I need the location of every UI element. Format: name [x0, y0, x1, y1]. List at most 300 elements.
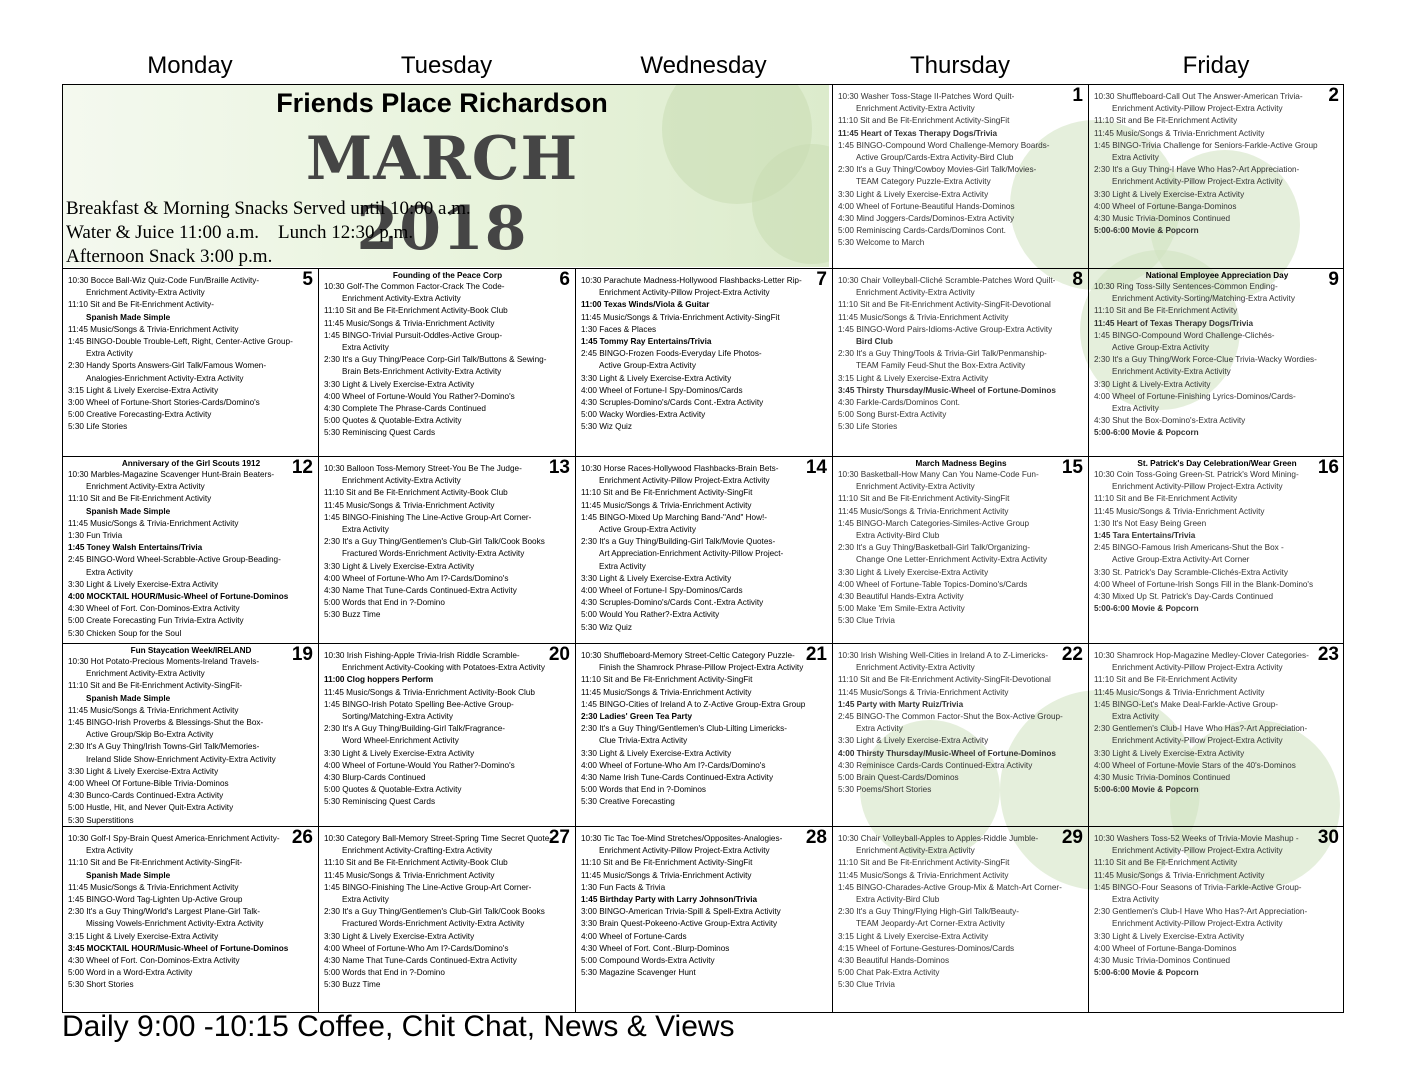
activity-line: 1:45 Tommy Ray Entertains/Trivia: [581, 337, 712, 347]
activity-line: 10:30 Ring Toss-Silly Sentences-Common Ending-: [1094, 282, 1278, 291]
activity-line: 4:00 Wheel of Fortune-Would You Rather?-Domino's: [324, 760, 515, 770]
activity-line: 5:30 Creative Forecasting: [581, 797, 675, 807]
activity-line: 5:00 Reminiscing Cards-Cards/Dominos Cont.: [838, 226, 1006, 236]
activity-line: 1:45 Birthday Party with Larry Johnson/Trivia: [581, 895, 758, 905]
activity-line: 3:15 Light & Lively Exercise-Extra Activity: [68, 931, 219, 941]
activity-line: 11:45 Music/Songs & Trivia-Enrichment Activity: [1094, 506, 1265, 516]
activity-line: 2:30 It's A Guy Thing/Irish Towns-Girl Talk/Memories-: [68, 742, 260, 752]
activity-line: 4:00 Wheel of Fortune-Movie Stars of the 40's-Dominos: [1094, 760, 1296, 770]
activity-line: 1:45 BINGO-Let's Make Deal-Farkle-Active Group-: [1094, 699, 1279, 709]
day-number: 8: [1072, 269, 1083, 290]
activity-line: Ireland Slide Show-Enrichment Activity-Extra Activity: [86, 754, 276, 764]
meal-schedule-breakfast: Breakfast & Morning Snacks Served until 10:00 a.m.: [66, 198, 471, 219]
day-number: 21: [805, 644, 827, 665]
activity-line: 3:30 Light & Lively Exercise-Extra Activity: [838, 189, 989, 199]
activity-line: 11:10 Sit and Be Fit-Enrichment Activity-Book Club: [324, 858, 508, 868]
activity-line: Spanish Made Simple: [86, 870, 171, 880]
activity-line: Enrichment Activity-Pillow Project-Extra Activity: [1112, 482, 1283, 492]
activity-line: 4:00 Wheel of Fortune-Finishing Lyrics-Dominos/Cards-: [1094, 391, 1296, 401]
activity-line: 11:45 Heart of Texas Therapy Dogs/Trivia: [838, 128, 998, 138]
activity-line: Enrichment Activity-Extra Activity: [856, 663, 975, 673]
activity-line: 4:30 Music Trivia-Dominos Continued: [1094, 773, 1231, 783]
activity-line: 10:30 Chair Volleyball-Cliché Scramble-Patches Word Quilt-: [838, 276, 1056, 285]
activity-line: 4:30 Music Trivia-Dominos Continued: [1094, 956, 1231, 966]
day-event-title: National Employee Appreciation Day: [1145, 271, 1289, 280]
activity-line: 11:10 Sit and Be Fit-Enrichment Activity-SingFit-Devotional: [838, 300, 1051, 310]
activity-line: 10:30 Irish Wishing Well-Cities in Ireland A to Z-Limericks-: [838, 651, 1049, 660]
activity-line: 10:30 Bocce Ball-Wiz Quiz-Code Fun/Braille Activity-: [68, 276, 260, 285]
activity-line: Enrichment Activity-Extra Activity: [342, 476, 461, 486]
activity-line: 5:30 Wiz Quiz: [581, 422, 632, 432]
activity-line: 11:10 Sit and Be Fit-Enrichment Activity-SingFit: [838, 116, 1010, 126]
activity-line: 11:10 Sit and Be Fit-Enrichment Activity-SingFit: [581, 488, 753, 498]
activity-line: 11:45 Music/Songs & Trivia-Enrichment Activity: [324, 500, 495, 510]
activity-line: 5:00 Brain Quest-Cards/Dominos: [838, 773, 959, 783]
day-cell-2: [1088, 84, 1344, 268]
activity-line: 2:30 It's a Guy Thing/Gentlemen's Club-Girl Talk/Cook Books: [324, 907, 545, 917]
activity-line: 2:30 It's A Guy Thing/Building-Girl Talk/Fragrance-: [324, 724, 506, 734]
activity-line: 5:30 Superstitions: [68, 815, 134, 825]
activity-line: Clue Trivia-Extra Activity: [599, 736, 688, 746]
activity-line: 11:10 Sit and Be Fit-Enrichment Activity-SingFit: [838, 858, 1010, 868]
activity-line: 10:30 Shuffleboard-Call Out The Answer-American Trivia-: [1094, 92, 1303, 101]
activity-line: 11:45 Music/Songs & Trivia-Enrichment Activity: [324, 870, 495, 880]
activity-line: 1:45 Toney Walsh Entertains/Trivia: [68, 543, 203, 553]
activity-line: Spanish Made Simple: [86, 506, 171, 516]
activity-line: 3:30 Light & Lively-Extra Activity: [1094, 379, 1211, 389]
activity-line: 4:30 Name That Tune-Cards Continued-Extra Activity: [324, 586, 517, 596]
activity-line: 11:10 Sit and Be Fit-Enrichment Activity-: [68, 300, 214, 310]
activity-line: 5:00 Wacky Wordies-Extra Activity: [581, 410, 706, 420]
activity-line: 11:10 Sit and Be Fit-Enrichment Activity-SingFit-: [68, 858, 243, 868]
activity-line: 1:45 BINGO-Word Pairs-Idioms-Active Group-Extra Activity: [838, 324, 1053, 334]
activity-line: 4:30 Beautiful Hands-Extra Activity: [838, 592, 964, 602]
activity-line: 11:45 Music/Songs & Trivia-Enrichment Activity: [838, 870, 1009, 880]
day-number: 14: [805, 457, 827, 478]
activity-line: 1:45 BINGO-March Categories-Similes-Active Group: [838, 518, 1030, 528]
activity-line: Enrichment Activity-Extra Activity: [86, 482, 205, 492]
day-cell-13: [318, 456, 575, 643]
activity-line: Active Group-Extra Activity: [599, 361, 696, 371]
activity-line: 1:30 It's Not Easy Being Green: [1094, 518, 1207, 528]
activity-line: Enrichment Activity-Pillow Project-Extra Activity: [599, 288, 770, 298]
activity-line: TEAM Family Feud-Shut the Box-Extra Activity: [856, 361, 1026, 371]
activity-line: 5:00-6:00 Movie & Popcorn: [1094, 428, 1199, 438]
activity-line: 5:00 Song Burst-Extra Activity: [838, 410, 947, 420]
activity-line: 1:45 BINGO-Four Seasons of Trivia-Farkle-Active Group-: [1094, 882, 1302, 892]
activity-line: 4:00 Wheel of Fortune-Banga-Dominos: [1094, 943, 1237, 953]
activity-line: 2:30 Ladies' Green Tea Party: [581, 712, 693, 722]
activity-line: 4:00 Wheel of Fortune-Banga-Dominos: [1094, 201, 1237, 211]
activity-line: 4:30 Name That Tune-Cards Continued-Extra Activity: [324, 956, 517, 966]
day-cell-20: [318, 643, 575, 826]
activity-line: Enrichment Activity-Pillow Project-Extra Activity: [599, 846, 770, 856]
activity-line: 11:10 Sit and Be Fit-Enrichment Activity-SingFit-: [68, 681, 243, 691]
day-cell-19: [62, 643, 318, 826]
activity-line: 11:45 Music/Songs & Trivia-Enrichment Activity: [838, 506, 1009, 516]
meal-schedule-lunch: Water & Juice 11:00 a.m. Lunch 12:30 p.m.: [66, 222, 414, 243]
activity-line: 4:30 Mind Joggers-Cards/Dominos-Extra Activity: [838, 214, 1015, 224]
activity-line: Sorting/Matching-Extra Activity: [342, 712, 454, 722]
activity-line: 4:30 Farkle-Cards/Dominos Cont.: [838, 398, 960, 408]
activity-line: 1:30 Fun Facts & Trivia: [581, 882, 666, 892]
activity-line: Extra Activity: [1112, 712, 1159, 722]
activity-line: 5:30 Short Stories: [68, 980, 134, 990]
activity-line: 10:30 Golf-The Common Factor-Crack The Code-: [324, 282, 505, 291]
activity-line: 11:45 Music/Songs & Trivia-Enrichment Activity: [68, 882, 239, 892]
activity-line: 4:30 Scruples-Domino's/Cards Cont.-Extra Activity: [581, 398, 764, 408]
activity-line: 11:10 Sit and Be Fit-Enrichment Activity: [1094, 116, 1238, 126]
activity-line: 11:45 Music/Songs & Trivia-Enrichment Activity: [68, 324, 239, 334]
activity-line: 11:10 Sit and Be Fit-Enrichment Activity-SingFit: [581, 675, 753, 685]
activity-line: 1:45 BINGO-Word Tag-Lighten Up-Active Group: [68, 895, 243, 905]
activity-line: 3:15 Light & Lively Exercise-Extra Activity: [838, 373, 989, 383]
activity-line: 4:30 Blurp-Cards Continued: [324, 773, 426, 783]
activity-line: 10:30 Washer Toss-Stage II-Patches Word Quilt-: [838, 92, 1015, 101]
day-header-thursday: Thursday: [909, 52, 1011, 79]
activity-line: Enrichment Activity-Sorting/Matching-Extra Activity: [1112, 294, 1295, 304]
day-cell-29: [832, 826, 1088, 1012]
activity-line: 5:00-6:00 Movie & Popcorn: [1094, 968, 1199, 978]
activity-line: 4:00 Wheel of Fortune-I Spy-Dominos/Cards: [581, 586, 743, 596]
activity-line: 3:30 Light & Lively Exercise-Extra Activity: [1094, 189, 1245, 199]
day-header-wednesday: Wednesday: [640, 52, 767, 79]
activity-line: 1:45 BINGO-Irish Potato Spelling Bee-Active Group-: [324, 699, 514, 709]
activity-line: Enrichment Activity-Extra Activity: [856, 288, 975, 298]
day-cell-9: [1088, 268, 1344, 456]
activity-line: 10:30 Coin Toss-Going Green-St. Patrick's Word Mining-: [1094, 470, 1299, 479]
activity-line: 4:00 Wheel of Fortune-Who Am I?-Cards/Domino's: [324, 943, 509, 953]
activity-line: 11:00 Clog hoppers Perform: [324, 675, 434, 685]
activity-line: 4:30 Complete The Phrase-Cards Continued: [324, 404, 486, 414]
activity-line: 5:00 Create Forecasting Fun Trivia-Extra Activity: [68, 616, 244, 626]
activity-line: 5:30 Clue Trivia: [838, 616, 895, 626]
activity-line: 10:30 Irish Fishing-Apple Trivia-Irish Riddle Scramble-: [324, 651, 520, 660]
activity-line: 5:30 Clue Trivia: [838, 980, 895, 990]
activity-line: 10:30 Parachute Madness-Hollywood Flashbacks-Letter Rip-: [581, 276, 802, 285]
day-number: 26: [291, 827, 313, 848]
day-cell-5: [62, 268, 318, 456]
activity-line: 2:45 BINGO-The Common Factor-Shut the Box-Active Group-: [838, 712, 1063, 722]
grid-line: [62, 826, 1344, 827]
activity-line: 1:45 BINGO-Finishing The Line-Active Group-Art Corner-: [324, 512, 532, 522]
activity-line: 4:00 Wheel of Fortune-Who Am I?-Cards/Domino's: [581, 760, 766, 770]
day-cell-21: [575, 643, 832, 826]
activity-line: Active Group-Extra Activity-Art Corner: [1112, 555, 1250, 565]
activity-line: 11:45 Music/Songs & Trivia-Enrichment Activity: [68, 705, 239, 715]
day-number: 1: [1072, 85, 1083, 106]
activity-line: 4:30 Beautiful Hands-Dominos: [838, 956, 950, 966]
activity-line: 11:10 Sit and Be Fit-Enrichment Activity-SingFit-Devotional: [838, 675, 1051, 685]
day-number: 9: [1328, 269, 1339, 290]
activity-line: 5:00 Quotes & Quotable-Extra Activity: [324, 416, 462, 426]
activity-line: 3:30 Light & Lively Exercise-Extra Activity: [68, 579, 219, 589]
grid-line: [318, 268, 319, 1012]
activity-line: 2:30 It's a Guy Thing/Peace Corp-Girl Talk/Buttons & Sewing-: [324, 355, 547, 365]
activity-line: 11:10 Sit and Be Fit-Enrichment Activity-SingFit: [838, 494, 1010, 504]
grid-line: [62, 643, 1344, 644]
day-cell-30: [1088, 826, 1344, 1012]
activity-line: 5:00-6:00 Movie & Popcorn: [1094, 604, 1199, 614]
activity-line: Enrichment Activity-Pillow Project-Extra Activity: [1112, 919, 1283, 929]
activity-line: 4:00 MOCKTAIL HOUR/Music-Wheel of Fortune-Dominos: [68, 592, 289, 602]
activity-line: 11:45 Music/Songs & Trivia-Enrichment Activity: [581, 500, 752, 510]
activity-line: 5:00 Word in a Word-Extra Activity: [68, 968, 193, 978]
activity-line: 3:15 Light & Lively Exercise-Extra Activity: [68, 385, 219, 395]
activity-line: Enrichment Activity-Extra Activity: [856, 482, 975, 492]
activity-line: 3:45 Thirsty Thursday/Music-Wheel of Fortune-Dominos: [838, 385, 1056, 395]
activity-line: 5:00 Quotes & Quotable-Extra Activity: [324, 785, 462, 795]
activity-line: 5:30 Welcome to March: [838, 238, 925, 248]
activity-line: 3:45 MOCKTAIL HOUR/Music-Wheel of Fortune-Dominos: [68, 943, 289, 953]
activity-line: 4:30 Wheel of Fort. Con-Dominos-Extra Activity: [68, 604, 240, 614]
day-number: 28: [805, 827, 827, 848]
activity-line: Extra Activity: [856, 724, 903, 734]
activity-line: 1:45 BINGO-Finishing The Line-Active Group-Art Corner-: [324, 882, 532, 892]
activity-line: 5:00 Chat Pak-Extra Activity: [838, 968, 940, 978]
activity-line: 4:00 Wheel of Fortune-Irish Songs Fill in the Blank-Domino's: [1094, 579, 1314, 589]
day-cell-28: [575, 826, 832, 1012]
activity-line: 10:30 Horse Races-Hollywood Flashbacks-Brain Bets-: [581, 464, 779, 473]
activity-line: Active Group/Cards-Extra Activity-Bird Club: [856, 153, 1014, 163]
activity-line: 2:30 It's a Guy Thing/World's Largest Plane-Girl Talk-: [68, 907, 260, 917]
activity-line: 3:30 Light & Lively Exercise-Extra Activity: [581, 748, 732, 758]
activity-line: 5:00 Words that End in ?-Domino: [324, 598, 445, 608]
activity-line: 4:15 Wheel of Fortune-Gestures-Dominos/Cards: [838, 943, 1015, 953]
activity-line: 1:45 BINGO-Mixed Up Marching Band-"And" How!-: [581, 512, 768, 522]
activity-line: 11:45 Music/Songs & Trivia-Enrichment Activity: [1094, 870, 1265, 880]
activity-line: 11:10 Sit and Be Fit-Enrichment Activity-SingFit: [581, 858, 753, 868]
activity-line: Active Group-Extra Activity: [599, 525, 696, 535]
day-number: 22: [1061, 644, 1083, 665]
activity-line: 1:45 BINGO-Compound Word Challenge-Clichés-: [1094, 330, 1275, 340]
activity-line: 3:30 Brain Quest-Pokeeno-Active Group-Extra Activity: [581, 919, 778, 929]
activity-line: 2:30 Gentlemen's Club-I Have Who Has?-Art Appreciation-: [1094, 724, 1308, 734]
activity-line: 5:30 Buzz Time: [324, 610, 381, 620]
activity-line: Extra Activity: [1112, 404, 1159, 414]
activity-line: 3:30 St. Patrick's Day Scramble-Clichés-Extra Activity: [1094, 567, 1289, 577]
activity-line: Active Group-Extra Activity: [1112, 343, 1209, 353]
day-cell-12: [62, 456, 318, 643]
activity-line: Analogies-Enrichment Activity-Extra Activity: [86, 373, 244, 383]
day-cell-23: [1088, 643, 1344, 826]
activity-line: 3:30 Light & Lively Exercise-Extra Activity: [324, 748, 475, 758]
day-event-title: St. Patrick's Day Celebration/Wear Green: [1137, 459, 1297, 468]
activity-line: 3:30 Light & Lively Exercise-Extra Activity: [581, 573, 732, 583]
grid-line: [575, 268, 576, 1012]
activity-line: 2:30 It's a Guy Thing/Flying High-Girl Talk/Beauty-: [838, 907, 1020, 917]
day-number: 20: [548, 644, 570, 665]
grid-line: [62, 268, 1344, 269]
activity-line: 4:00 Wheel of Fortune-I Spy-Dominos/Cards: [581, 385, 743, 395]
activity-line: Enrichment Activity-Extra Activity: [856, 104, 975, 114]
day-number: 6: [559, 269, 570, 290]
activity-line: 5:30 Reminiscing Quest Cards: [324, 428, 436, 438]
day-cell-16: [1088, 456, 1344, 643]
activity-line: Enrichment Activity-Pillow Project-Extra Activity: [1112, 104, 1283, 114]
activity-line: Enrichment Activity-Pillow Project-Extra Activity: [599, 476, 770, 486]
activity-line: 1:45 BINGO-Charades-Active Group-Mix & Match-Art Corner-: [838, 882, 1062, 892]
activity-line: Extra Activity-Bird Club: [856, 531, 940, 541]
activity-line: 4:30 Wheel of Fort. Cont.-Blurp-Dominos: [581, 943, 730, 953]
activity-line: 2:30 It's a Guy Thing/Gentlemen's Club-Lilting Limericks-: [581, 724, 787, 734]
activity-line: 3:30 Light & Lively Exercise-Extra Activity: [838, 567, 989, 577]
activity-line: 5:30 Magazine Scavenger Hunt: [581, 968, 696, 978]
day-event-title: Founding of the Peace Corp: [392, 271, 503, 280]
activity-line: Change One Letter-Enrichment Activity-Extra Activity: [856, 555, 1048, 565]
activity-line: 10:30 Marbles-Magazine Scavenger Hunt-Brain Beaters-: [68, 470, 275, 479]
day-number: 23: [1317, 644, 1339, 665]
day-cell-8: [832, 268, 1088, 456]
activity-line: 10:30 Basketball-How Many Can You Name-Code Fun-: [838, 470, 1039, 479]
activity-line: 5:00 Compound Words-Extra Activity: [581, 956, 715, 966]
day-number: 16: [1317, 457, 1339, 478]
activity-line: Spanish Made Simple: [86, 693, 171, 703]
activity-line: Enrichment Activity-Pillow Project-Extra Activity: [1112, 663, 1283, 673]
day-number: 13: [548, 457, 570, 478]
activity-line: 5:00 Hustle, Hit, and Never Quit-Extra Activity: [68, 803, 234, 813]
activity-line: 11:45 Music/Songs & Trivia-Enrichment Activity: [1094, 128, 1265, 138]
activity-line: 10:30 Chair Volleyball-Apples to Apples-Riddle Jumble-: [838, 834, 1039, 843]
activity-line: 10:30 Golf-I Spy-Brain Quest America-Enrichment Activity-: [68, 834, 280, 843]
activity-line: 11:45 Heart of Texas Therapy Dogs/Trivia: [1094, 318, 1254, 328]
activity-line: Finish the Shamrock Phrase-Pillow Project-Extra Activity: [599, 663, 804, 673]
day-event-title: Anniversary of the Girl Scouts 1912: [121, 459, 261, 468]
activity-line: 3:00 BINGO-American Trivia-Spill & Spell-Extra Activity: [581, 907, 781, 917]
activity-line: 2:45 BINGO-Famous Irish Americans-Shut the Box -: [1094, 543, 1284, 553]
activity-line: 5:30 Buzz Time: [324, 980, 381, 990]
activity-line: 4:30 Music Trivia-Dominos Continued: [1094, 214, 1231, 224]
activity-line: 2:30 It's a Guy Thing/Building-Girl Talk/Movie Quotes-: [581, 537, 776, 547]
activity-line: 4:00 Wheel Of Fortune-Bible Trivia-Dominos: [68, 779, 229, 789]
activity-line: 2:30 It's a Guy Thing/Cowboy Movies-Girl Talk/Movies-: [838, 165, 1037, 175]
activity-line: Enrichment Activity-Extra Activity: [86, 669, 205, 679]
activity-line: Spanish Made Simple: [86, 312, 171, 322]
activity-line: 10:30 Tic Tac Toe-Mind Stretches/Opposites-Analogies-: [581, 834, 783, 843]
day-number: 12: [291, 457, 313, 478]
activity-line: 1:45 BINGO-Compound Word Challenge-Memory Boards-: [838, 140, 1050, 150]
activity-line: 1:45 Party with Marty Ruiz/Trivia: [838, 699, 964, 709]
activity-line: 5:00 Would You Rather?-Extra Activity: [581, 610, 720, 620]
activity-line: 2:30 Gentlemen's Club-I Have Who Has?-Art Appreciation-: [1094, 907, 1308, 917]
activity-line: 2:45 BINGO-Frozen Foods-Everyday Life Photos-: [581, 349, 762, 359]
day-cell-27: [318, 826, 575, 1012]
day-cell-26: [62, 826, 318, 1012]
activity-line: Extra Activity: [342, 895, 389, 905]
day-event-title: March Madness Begins: [915, 459, 1007, 468]
grid-line: [62, 84, 1344, 85]
activity-line: 11:00 Texas Winds/Viola & Guitar: [581, 300, 710, 310]
activity-line: 3:30 Light & Lively Exercise-Extra Activity: [838, 736, 989, 746]
activity-line: Enrichment Activity-Cooking with Potatoes-Extra Activity: [342, 663, 545, 673]
activity-line: 5:00 Make 'Em Smile-Extra Activity: [838, 604, 965, 614]
day-cell-7: [575, 268, 832, 456]
activity-line: 1:45 BINGO-Irish Proverbs & Blessings-Shut the Box-: [68, 718, 264, 728]
grid-line: [62, 84, 63, 1012]
activity-line: 11:45 Music/Songs & Trivia-Enrichment Activity: [581, 870, 752, 880]
activity-line: Brain Bets-Enrichment Activity-Extra Activity: [342, 367, 502, 377]
activity-line: 11:10 Sit and Be Fit-Enrichment Activity: [1094, 858, 1238, 868]
activity-line: Enrichment Activity-Extra Activity: [342, 294, 461, 304]
day-number: 19: [291, 644, 313, 665]
activity-line: Enrichment Activity-Pillow Project-Extra Activity: [1112, 846, 1283, 856]
grid-line: [1088, 84, 1089, 1012]
daily-coffee-note: Daily 9:00 -10:15 Coffee, Chit Chat, News & Views: [62, 1010, 735, 1043]
grid-line: [62, 456, 1344, 457]
activity-line: 5:30 Life Stories: [838, 422, 898, 432]
activity-line: 4:30 Wheel of Fort. Con-Dominos-Extra Activity: [68, 956, 240, 966]
activity-line: 4:30 Scruples-Domino's/Cards Cont.-Extra Activity: [581, 598, 764, 608]
activity-line: 11:10 Sit and Be Fit-Enrichment Activity: [1094, 306, 1238, 316]
facility-name: Friends Place Richardson: [276, 88, 608, 118]
activity-line: Art Appreciation-Enrichment Activity-Pillow Project-: [599, 549, 784, 559]
activity-line: Enrichment Activity-Extra Activity: [856, 846, 975, 856]
activity-line: 2:45 BINGO-Word Wheel-Scrabble-Active Group-Beading-: [68, 555, 281, 565]
activity-line: Active Group/Skip Bo-Extra Activity: [86, 730, 214, 740]
activity-line: 4:00 Wheel of Fortune-Would You Rather?-Domino's: [324, 391, 515, 401]
activity-line: 5:00 Creative Forecasting-Extra Activity: [68, 410, 212, 420]
day-event-title: Fun Staycation Week/IRELAND: [130, 646, 252, 655]
activity-line: Enrichment Activity-Extra Activity: [1112, 367, 1231, 377]
activity-line: 3:30 Light & Lively Exercise-Extra Activity: [1094, 748, 1245, 758]
activity-line: 11:10 Sit and Be Fit-Enrichment Activity-Book Club: [324, 488, 508, 498]
activity-line: Extra Activity: [1112, 153, 1159, 163]
activity-line: 5:00-6:00 Movie & Popcorn: [1094, 226, 1199, 236]
activity-line: 1:45 BINGO-Cities of Ireland A to Z-Active Group-Extra Group: [581, 699, 806, 709]
activity-line: 4:00 Wheel of Fortune-Table Topics-Domino's/Cards: [838, 579, 1028, 589]
activity-line: 10:30 Balloon Toss-Memory Street-You Be The Judge-: [324, 464, 522, 473]
calendar-banner: [62, 84, 829, 267]
activity-line: 2:30 It's a Guy Thing/Tools & Trivia-Girl Talk/Penmanship-: [838, 349, 1047, 359]
activity-line: 4:30 Shut the Box-Domino's-Extra Activity: [1094, 416, 1246, 426]
day-number: 30: [1317, 827, 1339, 848]
activity-line: 1:45 BINGO-Trivia Challenge for Seniors-Farkle-Active Group: [1094, 140, 1318, 150]
activity-line: Fractured Words-Enrichment Activity-Extra Activity: [342, 549, 525, 559]
day-number: 7: [816, 269, 827, 290]
activity-line: 5:00-6:00 Movie & Popcorn: [1094, 785, 1199, 795]
activity-line: Extra Activity-Bird Club: [856, 895, 940, 905]
activity-line: 4:30 Name Irish Tune-Cards Continued-Extra Activity: [581, 773, 774, 783]
activity-line: 3:30 Light & Lively Exercise-Extra Activity: [68, 766, 219, 776]
activity-line: 3:15 Light & Lively Exercise-Extra Activity: [838, 931, 989, 941]
activity-line: 2:30 It's a Guy Thing/Gentlemen's Club-Girl Talk/Cook Books: [324, 537, 545, 547]
activity-line: 11:45 Music/Songs & Trivia-Enrichment Activity: [838, 312, 1009, 322]
activity-line: 3:30 Light & Lively Exercise-Extra Activity: [324, 379, 475, 389]
activity-line: 11:45 Music/Songs & Trivia-Enrichment Activity: [68, 518, 239, 528]
day-header-friday: Friday: [1182, 52, 1250, 79]
activity-line: Enrichment Activity-Extra Activity: [86, 288, 205, 298]
activity-line: Extra Activity: [599, 561, 646, 571]
activity-line: 5:30 Chicken Soup for the Soul: [68, 628, 182, 638]
activity-line: 4:00 Wheel of Fortune-Cards: [581, 931, 687, 941]
activity-line: 10:30 Category Ball-Memory Street-Spring Time Secret Quote-: [324, 834, 552, 843]
activity-line: Bird Club: [856, 337, 893, 347]
activity-line: 4:30 Reminisce Cards-Cards Continued-Extra Activity: [838, 760, 1033, 770]
activity-line: 1:30 Fun Trivia: [68, 531, 123, 541]
activity-line: Extra Activity: [342, 343, 389, 353]
activity-line: 3:30 Light & Lively Exercise-Extra Activity: [324, 931, 475, 941]
activity-line: Extra Activity: [1112, 895, 1159, 905]
activity-line: 2:30 It's a Guy Thing-I Have Who Has?-Art Appreciation-: [1094, 165, 1300, 175]
activity-line: 10:30 Washers Toss-52 Weeks of Trivia-Movie Mashup -: [1094, 834, 1299, 843]
activity-line: 5:30 Wiz Quiz: [581, 622, 632, 632]
activity-line: Enrichment Activity-Crafting-Extra Activity: [342, 846, 493, 856]
day-cell-22: [832, 643, 1088, 826]
activity-line: 11:45 Music/Songs & Trivia-Enrichment Activity-Book Club: [324, 687, 535, 697]
activity-line: 11:45 Music/Songs & Trivia-Enrichment Activity-SingFit: [581, 312, 780, 322]
activity-line: Enrichment Activity-Pillow Project-Extra Activity: [1112, 736, 1283, 746]
activity-line: 3:30 Light & Lively Exercise-Extra Activity: [1094, 931, 1245, 941]
